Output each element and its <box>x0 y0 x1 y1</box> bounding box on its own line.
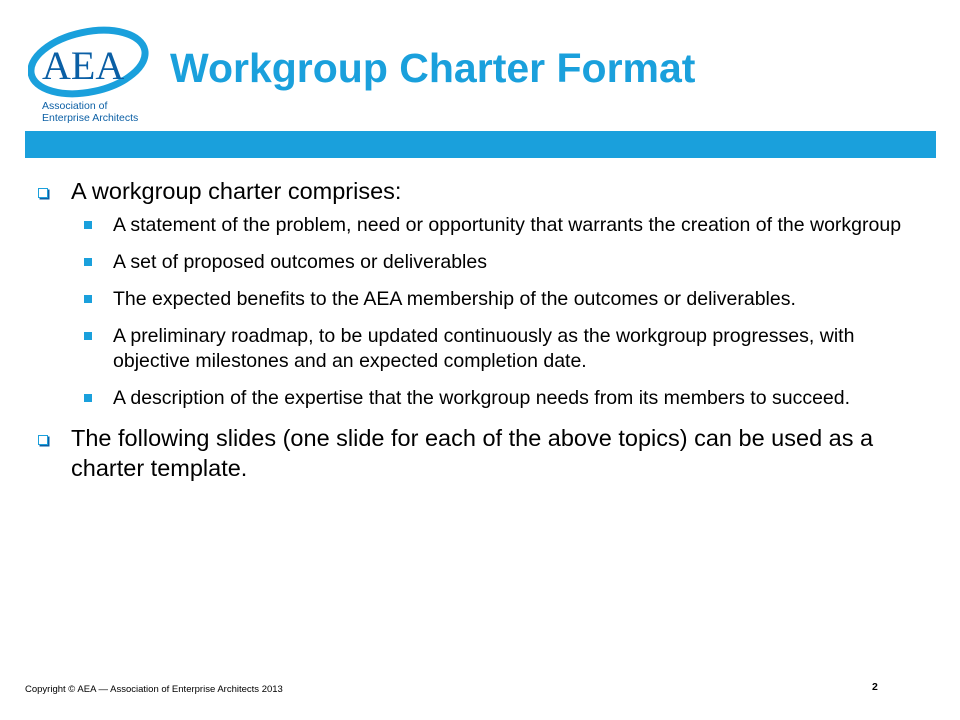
slide-title: Workgroup Charter Format <box>170 45 696 91</box>
sub-bullet-problem-statement <box>34 213 936 238</box>
bullet-text: A workgroup charter comprises: <box>71 178 402 204</box>
sub-bullet-outcomes <box>34 250 936 275</box>
aea-logo <box>28 20 153 128</box>
checkbox-bullet-icon <box>38 435 48 445</box>
square-bullet-icon <box>84 394 92 402</box>
aea-logo-mark <box>28 20 153 100</box>
footer-copyright: Copyright © AEA — Association of Enterprise Architects 2013 <box>25 684 283 695</box>
checkbox-bullet-icon <box>38 188 48 198</box>
page-number: 2 <box>872 681 878 693</box>
sub-bullet-text: The expected benefits to the AEA membership of the outcomes or deliverables. <box>113 288 796 310</box>
sub-bullet-benefits <box>34 287 936 312</box>
bullet-charter-comprises <box>34 176 936 206</box>
square-bullet-icon <box>84 258 92 266</box>
bullet-following-slides <box>34 423 936 483</box>
logo-acronym: AEA <box>42 43 125 88</box>
sub-bullet-text: A description of the expertise that the workgroup needs from its members to succeed. <box>113 387 851 409</box>
sub-bullet-text: A set of proposed outcomes or deliverables <box>113 251 487 273</box>
sub-bullet-list <box>34 213 936 411</box>
logo-subtitle-line1: Association of <box>42 100 108 112</box>
bullet-text: The following slides (one slide for each of the above topics) can be used as a charter template. <box>71 425 874 481</box>
sub-bullet-expertise <box>34 386 936 411</box>
logo-subtitle <box>42 100 138 124</box>
slide-body <box>34 176 936 483</box>
sub-bullet-text: A preliminary roadmap, to be updated continuously as the workgroup progresses, with objective milestones and an expected completion date. <box>113 325 855 372</box>
title-accent-bar <box>25 131 936 158</box>
sub-bullet-roadmap <box>34 324 936 374</box>
logo-subtitle-line2: Enterprise Architects <box>42 112 139 124</box>
square-bullet-icon <box>84 221 92 229</box>
square-bullet-icon <box>84 332 92 340</box>
sub-bullet-text: A statement of the problem, need or opportunity that warrants the creation of the workgroup <box>113 214 902 236</box>
square-bullet-icon <box>84 295 92 303</box>
